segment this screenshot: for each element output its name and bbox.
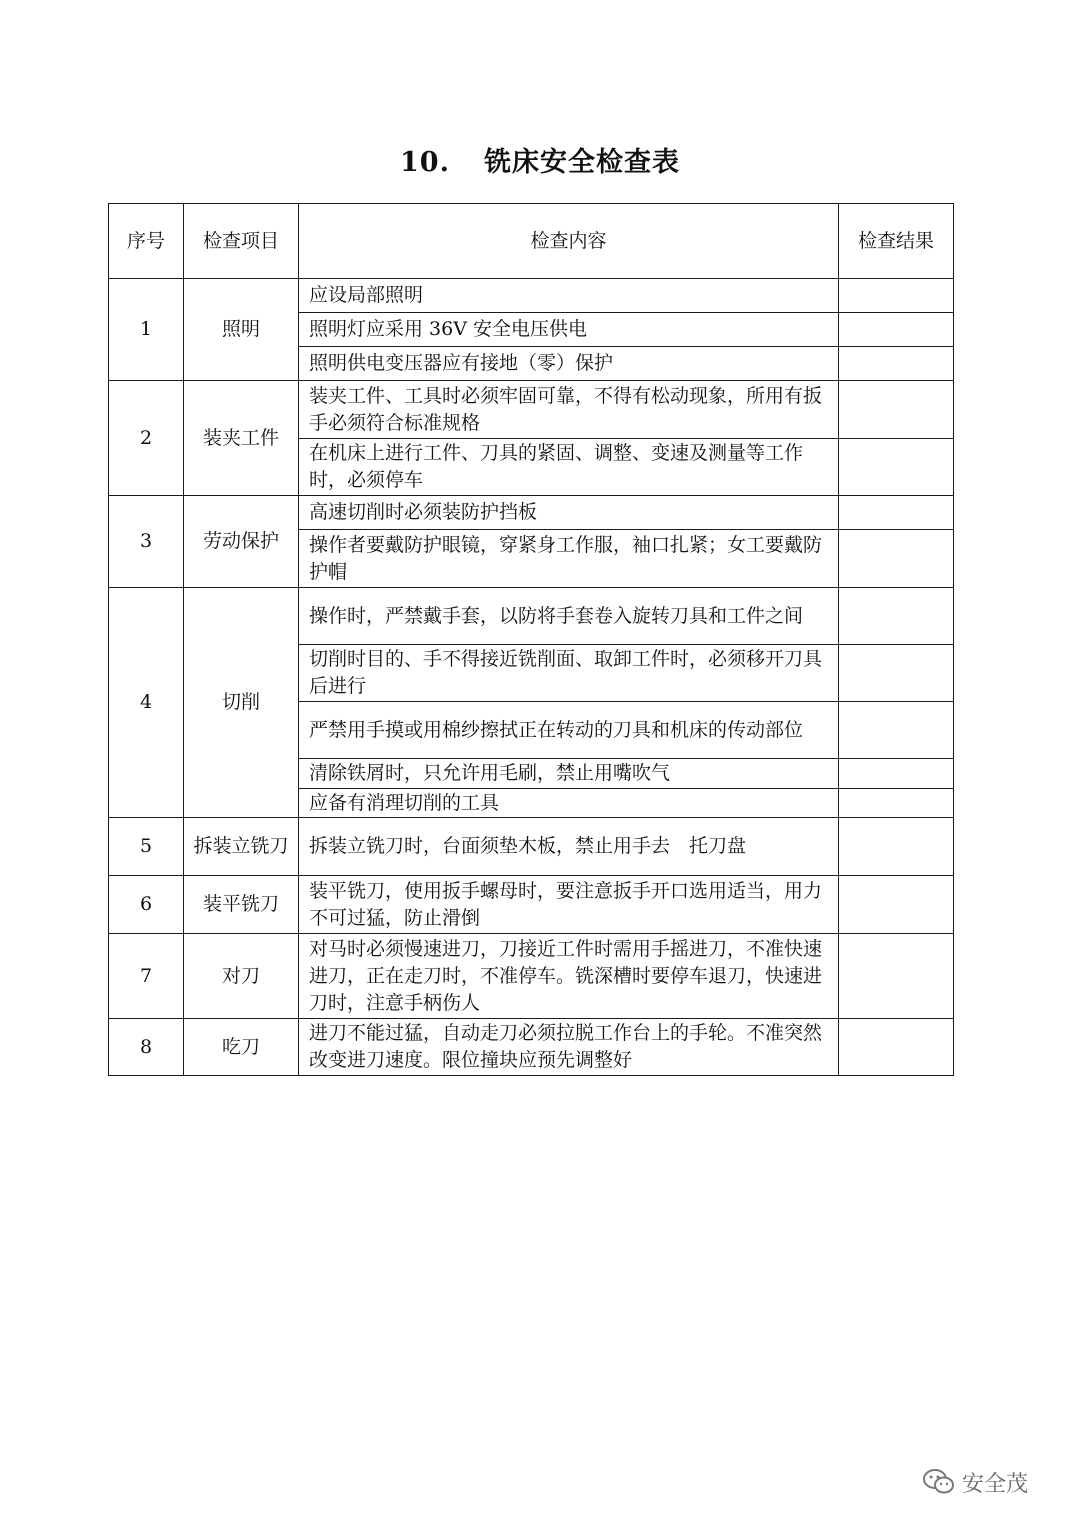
- check-content: 切削时目的、手不得接近铣削面、取卸工件时，必须移开刀具后进行: [299, 645, 839, 702]
- check-content: 操作时，严禁戴手套，以防将手套卷入旋转刀具和工件之间: [299, 588, 839, 645]
- result-cell: [839, 496, 954, 530]
- row-number: 6: [109, 876, 184, 934]
- result-cell: [839, 702, 954, 759]
- header-row: [109, 204, 954, 279]
- header-item: 检查项目: [184, 204, 299, 279]
- result-cell: [839, 588, 954, 645]
- result-cell: [839, 439, 954, 496]
- result-cell: [839, 789, 954, 818]
- table-row: [109, 934, 954, 1019]
- result-cell: [839, 279, 954, 313]
- result-cell: [839, 347, 954, 381]
- row-number: 2: [109, 381, 184, 496]
- header-content: 检查内容: [299, 204, 839, 279]
- check-content: 进刀不能过猛，自动走刀必须拉脱工作台上的手轮。不准突然改变进刀速度。限位撞块应预先调整好: [299, 1019, 839, 1076]
- check-item: 吃刀: [184, 1019, 299, 1076]
- result-cell: [839, 876, 954, 934]
- check-content: 高速切削时必须装防护挡板: [299, 496, 839, 530]
- check-content: 照明灯应采用 36V 安全电压供电: [299, 313, 839, 347]
- result-cell: [839, 645, 954, 702]
- result-cell: [839, 530, 954, 588]
- check-content: 应备有消理切削的工具: [299, 789, 839, 818]
- check-item: [184, 818, 299, 876]
- check-content: 对马时必须慢速进刀，刀接近工件时需用手摇进刀，不准快速进刀，正在走刀时，不准停车。铣深槽时要停车退刀，快速进刀时，注意手柄伤人: [299, 934, 839, 1019]
- document-title: [0, 140, 1080, 179]
- check-item: 对刀: [184, 934, 299, 1019]
- row-number: 1: [109, 279, 184, 381]
- header-no: 序号: [109, 204, 184, 279]
- check-content: 清除铁屑时，只允许用毛刷，禁止用嘴吹气: [299, 759, 839, 789]
- result-cell: [839, 818, 954, 876]
- check-item: 照明: [184, 279, 299, 381]
- checklist-body: [109, 279, 954, 1076]
- table-row: [109, 381, 954, 439]
- result-cell: [839, 759, 954, 789]
- watermark-logo: [922, 1462, 1028, 1502]
- check-item: 装夹工件: [184, 381, 299, 496]
- check-item-label: 拆装立铣刀: [193, 835, 289, 857]
- row-number: 5: [109, 818, 184, 876]
- result-cell: [839, 934, 954, 1019]
- check-content: 装夹工件、工具时必须牢固可靠，不得有松动现象，所用有扳手必须符合标准规格: [299, 381, 839, 439]
- check-content: 照明供电变压器应有接地（零）保护: [299, 347, 839, 381]
- table-row: [109, 496, 954, 530]
- result-cell: [839, 381, 954, 439]
- result-cell: [839, 1019, 954, 1076]
- check-content: 拆装立铣刀时，台面须垫木板，禁止用手去 托刀盘: [299, 818, 839, 876]
- header-result: 检查结果: [839, 204, 954, 279]
- row-number: 3: [109, 496, 184, 588]
- check-content: 操作者要戴防护眼镜，穿紧身工作服，袖口扎紧；女工要戴防护帽: [299, 530, 839, 588]
- row-number: 7: [109, 934, 184, 1019]
- result-cell: [839, 313, 954, 347]
- table-row: [109, 1019, 954, 1076]
- check-item: 劳动保护: [184, 496, 299, 588]
- check-item: 装平铣刀: [184, 876, 299, 934]
- table-row: [109, 279, 954, 313]
- wechat-icon: [922, 1467, 956, 1497]
- title-number: 10.: [400, 147, 450, 178]
- check-content: 在机床上进行工件、刀具的紧固、调整、变速及测量等工作时，必须停车: [299, 439, 839, 496]
- check-content: 装平铣刀，使用扳手螺母时，要注意扳手开口选用适当，用力不可过猛，防止滑倒: [299, 876, 839, 934]
- table-row: [109, 588, 954, 645]
- row-number: 4: [109, 588, 184, 818]
- row-number: 8: [109, 1019, 184, 1076]
- safety-checklist-table: [108, 203, 954, 1076]
- watermark-text: 安全茂: [962, 1471, 1029, 1497]
- table-row: [109, 876, 954, 934]
- table-row: [109, 818, 954, 876]
- check-content: 应设局部照明: [299, 279, 839, 313]
- check-item: 切削: [184, 588, 299, 818]
- title-text: 铣床安全检查表: [483, 147, 680, 178]
- check-content: 严禁用手摸或用棉纱擦拭正在转动的刀具和机床的传动部位: [299, 702, 839, 759]
